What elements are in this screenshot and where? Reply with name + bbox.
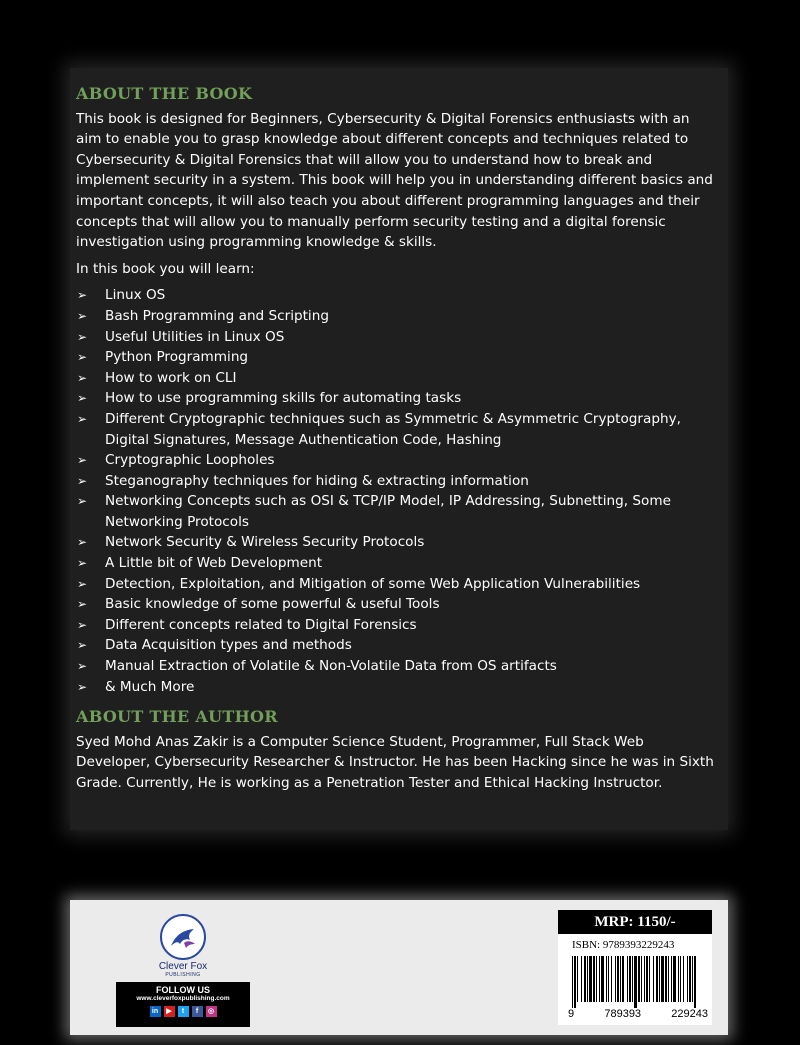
cover-footer xyxy=(70,900,728,1035)
linkedin-icon[interactable]: in xyxy=(150,1006,161,1017)
barcode-bar xyxy=(653,956,654,1002)
publisher-name: Clever Fox xyxy=(158,961,208,972)
arrow-bullet-icon: ➢ xyxy=(77,329,88,344)
list-item: ➢ & Much More xyxy=(76,677,716,698)
list-item: ➢ Steganography techniques for hiding & extracting information xyxy=(76,471,716,492)
follow-us-box xyxy=(116,982,250,1027)
barcode-bar xyxy=(581,956,582,1002)
arrow-bullet-icon: ➢ xyxy=(77,679,88,694)
arrow-bullet-icon: ➢ xyxy=(77,494,88,509)
arrow-bullet-icon: ➢ xyxy=(77,556,88,571)
barcode-bar xyxy=(638,956,640,1002)
barcode-bar xyxy=(656,956,658,1002)
arrow-bullet-icon: ➢ xyxy=(77,391,88,406)
instagram-icon[interactable]: ◎ xyxy=(206,1006,217,1017)
barcode-digit-group: 9 xyxy=(568,1008,575,1020)
list-item: ➢ Python Programming xyxy=(76,347,716,368)
barcode-bar xyxy=(671,956,672,1002)
arrow-bullet-icon: ➢ xyxy=(77,308,88,323)
about-book-paragraph: This book is designed for Beginners, Cybersecurity & Digital Forensics enthusiasts with an aim to enable you to grasp knowledge about different concepts and techniques related to Cybersecurity & Digital Forensics that will allow you to understand how to break and implement security in a system. This book will help you in understanding different basics and important concepts, it will also teach you about different programming languages and their concepts that will allow you to manually perform security testing and a digital forensic investigation using programming knowledge & skills. xyxy=(76,110,713,251)
arrow-bullet-icon: ➢ xyxy=(77,288,88,303)
list-item: ➢ Network Security & Wireless Security Protocols xyxy=(76,532,716,553)
follow-us-label: FOLLOW US xyxy=(156,985,210,995)
barcode-bar xyxy=(673,956,676,1002)
list-item: ➢ How to use programming skills for automating tasks xyxy=(76,388,716,409)
list-item: ➢ Basic knowledge of some powerful & useful Tools xyxy=(76,594,716,615)
barcode-bar xyxy=(634,956,637,1008)
barcode-bar xyxy=(622,956,624,1002)
facebook-icon[interactable]: f xyxy=(192,1006,203,1017)
barcode-bar xyxy=(611,956,612,1002)
list-item: ➢ Different concepts related to Digital Forensics xyxy=(76,615,716,636)
barcode-bar xyxy=(649,956,650,1002)
list-item: ➢ Cryptographic Loopholes xyxy=(76,450,716,471)
fox-logo-icon xyxy=(160,914,206,960)
barcode-bar xyxy=(608,956,609,1002)
barcode-digit-group: 229243 xyxy=(671,1008,708,1020)
barcode-bar xyxy=(606,956,607,1002)
arrow-bullet-icon: ➢ xyxy=(77,597,88,612)
barcode-icon xyxy=(572,956,698,1008)
barcode-bar xyxy=(574,956,576,1008)
social-icons xyxy=(116,1006,250,1017)
list-item: ➢ Different Cryptographic techniques such as Symmetric & Asymmetric Cryptography, Digital Signatures, Message Authentication Code, Hashing xyxy=(77,410,681,448)
arrow-bullet-icon: ➢ xyxy=(77,576,88,591)
barcode-bar xyxy=(632,956,633,1002)
about-author-paragraph: Syed Mohd Anas Zakir is a Computer Science Student, Programmer, Full Stack Web Developer, Cybersecurity Researcher & Instructor. He has been Hacking since he was in Sixth Grade. Currently, He is working as a Penetration Tester and Ethical Hacking Instructor. xyxy=(76,733,714,791)
price-box xyxy=(558,910,712,1025)
barcode-bar xyxy=(601,956,604,1002)
barcode-bar xyxy=(584,956,586,1002)
arrow-bullet-icon: ➢ xyxy=(77,473,88,488)
barcode-bar xyxy=(678,956,679,1002)
barcode-bar xyxy=(661,956,664,1002)
arrow-bullet-icon: ➢ xyxy=(77,617,88,632)
barcode-bar xyxy=(641,956,642,1002)
barcode-bar xyxy=(589,956,592,1002)
barcode-bar xyxy=(646,956,648,1002)
list-item: ➢ Linux OS xyxy=(76,285,716,306)
arrow-bullet-icon: ➢ xyxy=(77,350,88,365)
list-item: ➢ A Little bit of Web Development xyxy=(76,553,716,574)
mrp-label: MRP: 1150/- xyxy=(558,910,712,934)
barcode-bar xyxy=(692,956,693,1002)
barcode-bar xyxy=(689,956,691,1002)
learn-intro: In this book you will learn: xyxy=(76,260,255,277)
publisher-logo xyxy=(118,914,248,978)
twitter-icon[interactable]: t xyxy=(178,1006,189,1017)
barcode-bar xyxy=(587,956,588,1002)
barcode-bar xyxy=(680,956,681,1002)
arrow-bullet-icon: ➢ xyxy=(77,370,88,385)
learn-list xyxy=(76,285,716,697)
barcode-bar xyxy=(659,956,660,1002)
barcode-bar xyxy=(596,956,597,1002)
barcode-bar xyxy=(644,956,645,1002)
barcode-bar xyxy=(687,956,688,1002)
barcode-bar xyxy=(668,956,669,1002)
barcode-bar xyxy=(599,956,600,1002)
youtube-icon[interactable]: ▶ xyxy=(164,1006,175,1017)
list-item: ➢ How to work on CLI xyxy=(76,368,716,389)
barcode-bar xyxy=(627,956,628,1002)
barcode-bar xyxy=(629,956,631,1002)
barcode-bar xyxy=(577,956,578,1002)
list-item: ➢ Detection, Exploitation, and Mitigation of some Web Application Vulnerabilities xyxy=(76,574,716,595)
barcode-bar xyxy=(694,956,696,1008)
list-item: ➢ Bash Programming and Scripting xyxy=(76,306,716,327)
arrow-bullet-icon: ➢ xyxy=(77,535,88,550)
barcode-bar xyxy=(665,956,667,1002)
publisher-sub: PUBLISHING xyxy=(165,972,201,978)
list-item: ➢ Data Acquisition types and methods xyxy=(76,635,716,656)
barcode-bar xyxy=(615,956,616,1002)
barcode-bar xyxy=(593,956,595,1002)
back-cover-content xyxy=(76,84,716,800)
barcode-bar xyxy=(617,956,619,1002)
barcode-bar xyxy=(572,956,573,1008)
barcode-digits xyxy=(568,1008,708,1020)
about-book-heading: ABOUT THE BOOK xyxy=(76,84,253,103)
arrow-bullet-icon: ➢ xyxy=(77,411,88,426)
arrow-bullet-icon: ➢ xyxy=(77,453,88,468)
list-item: ➢ Manual Extraction of Volatile & Non-Volatile Data from OS artifacts xyxy=(76,656,716,677)
arrow-bullet-icon: ➢ xyxy=(77,638,88,653)
arrow-bullet-icon: ➢ xyxy=(77,659,88,674)
publisher-website[interactable]: www.cleverfoxpublishing.com xyxy=(136,995,230,1002)
barcode-digit-group: 789393 xyxy=(604,1008,642,1020)
about-author-heading: ABOUT THE AUTHOR xyxy=(76,707,278,727)
list-item: ➢ Useful Utilities in Linux OS xyxy=(76,327,716,348)
barcode-bar xyxy=(620,956,621,1002)
isbn-label: ISBN: 9789393229243 xyxy=(572,939,675,951)
barcode-bar xyxy=(683,956,684,1002)
list-item: ➢ Networking Concepts such as OSI & TCP/IP Model, IP Addressing, Subnetting, Some Networking Protocols xyxy=(77,493,671,530)
